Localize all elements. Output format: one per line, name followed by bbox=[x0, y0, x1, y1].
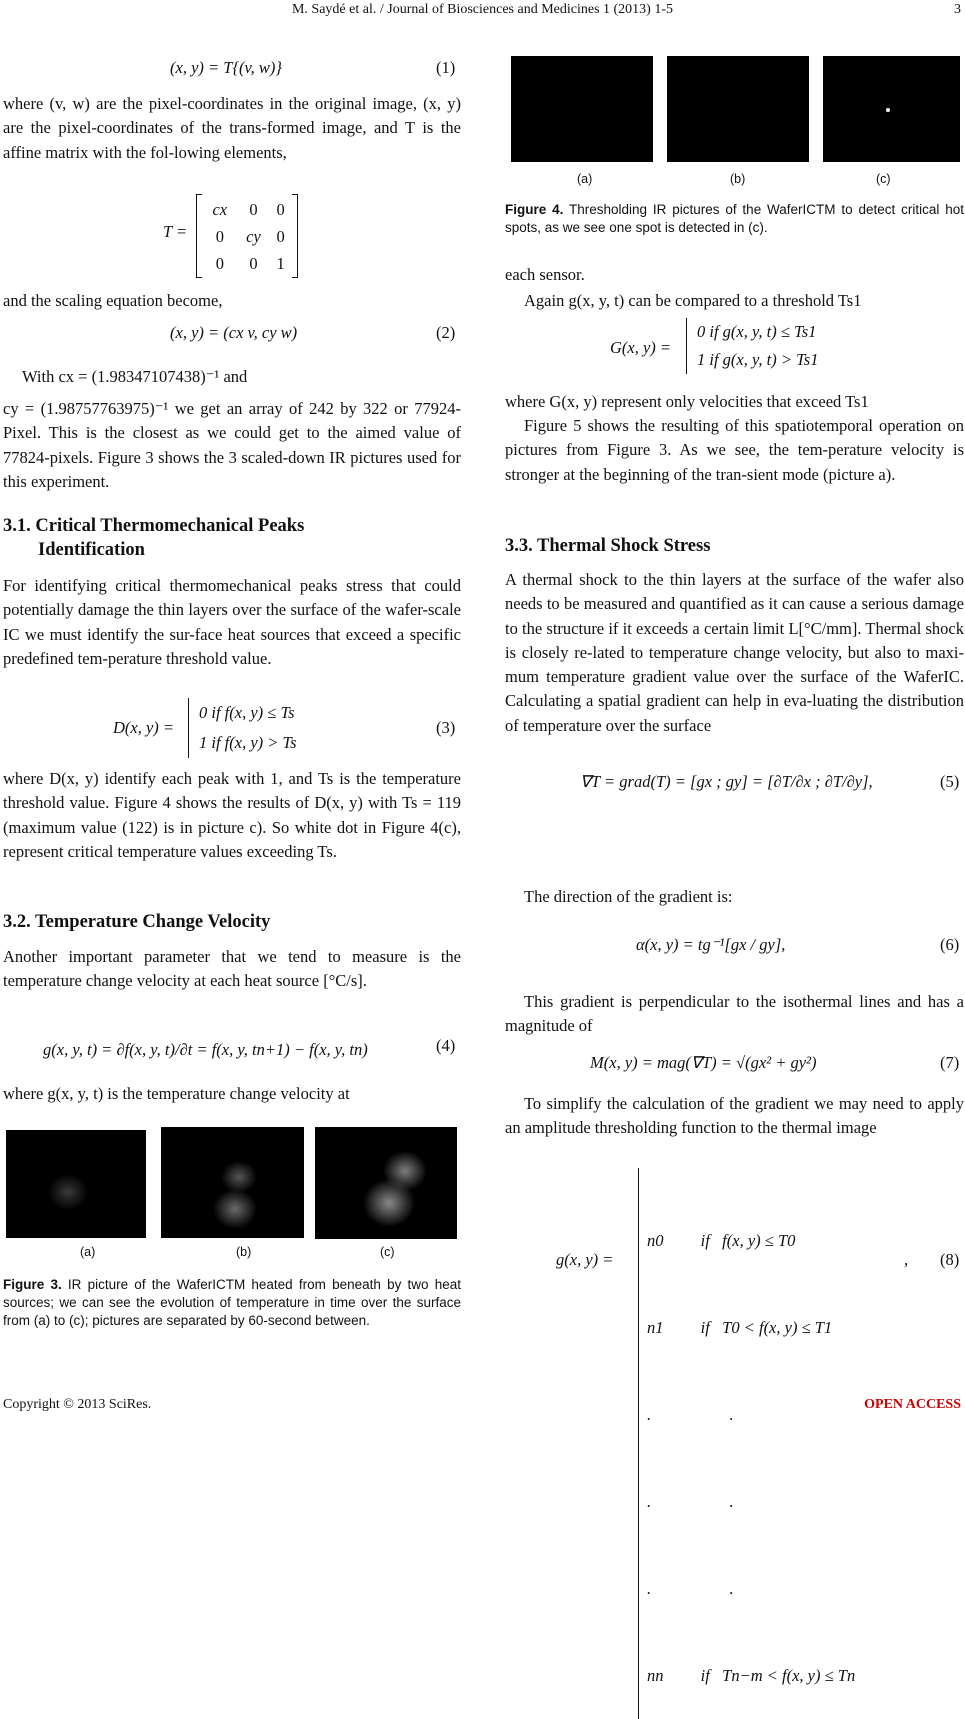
figure-4b-label: (b) bbox=[730, 172, 746, 186]
equation-g-cases bbox=[686, 318, 818, 374]
paragraph-simplify: To simplify the calculation of the gradient we may need to apply an amplitude thresholding function to the thermal image bbox=[505, 1094, 964, 1138]
paragraph-thermal-shock: A thermal shock to the thin layers at the surface of the wafer also needs to be measured and quantified as it can cause a serious damage to the structure if it exceeds a certain limit L[°C/mm]. Thermal shock is closely re-lated to temperature change velocity, but also to maxi-mum temperature gradient value over the surface of the WaferIC. Calculating a spatial gradient can help in eva-luating the distribution of temperature over the surface bbox=[505, 570, 964, 735]
figure-3b-label: (b) bbox=[236, 1245, 252, 1259]
equation-8-case: . . bbox=[647, 1579, 734, 1598]
equation-6: α(x, y) = tg⁻¹[gx / gy], bbox=[636, 935, 786, 954]
equation-3-case-1: 0 if f(x, y) ≤ Ts bbox=[199, 703, 295, 722]
paragraph-gradient-direction: The direction of the gradient is: bbox=[524, 887, 733, 906]
paragraph-g-velocities: where G(x, y) represent only velocities that exceed Ts1 bbox=[505, 392, 869, 411]
matrix-cell: 0 bbox=[215, 226, 224, 246]
equation-2-number: (2) bbox=[436, 323, 456, 342]
matrix-cell: cy bbox=[246, 226, 261, 246]
equation-g-case-2: 1 if g(x, y, t) > Ts1 bbox=[697, 350, 819, 369]
figure-4c-label: (c) bbox=[876, 172, 891, 186]
figure-3a-image bbox=[6, 1130, 146, 1238]
equation-8-case: n1 if T0 < f(x, y) ≤ T1 bbox=[647, 1318, 833, 1337]
equation-8-number: (8) bbox=[940, 1250, 960, 1269]
equation-5-number: (5) bbox=[940, 772, 960, 791]
running-header: M. Saydé et al. / Journal of Biosciences and Medicines 1 (2013) 1-5 bbox=[291, 2, 674, 17]
equation-3-case-2: 1 if f(x, y) > Ts bbox=[199, 733, 297, 752]
figure-3b-image bbox=[161, 1127, 304, 1238]
matrix-cell: 0 bbox=[276, 226, 285, 246]
paragraph-figure-5: Figure 5 shows the resulting of this spatiotemporal operation on pictures from Figure 3. As we see, the tem-perature velocity is stronger at the beginning of the tran-sient mode (picture a). bbox=[505, 416, 964, 484]
figure-3-caption-text: IR picture of the WaferICTM heated from beneath by two heat sources; we can see the evolution of temperature in time over the surface from (a) to (c); pictures are separated by 60-second between. bbox=[3, 1277, 461, 1328]
matrix-cell: 1 bbox=[276, 253, 285, 273]
section-3-2-title: 3.2. Temperature Change Velocity bbox=[3, 912, 271, 932]
figure-3c-label: (c) bbox=[380, 1245, 395, 1259]
paragraph-cy: cy = (1.98757763975)⁻¹ we get an array of 242 by 322 or 77924-Pixel. This is the closest as we could get to the aimed value of 77824-pixels. Figure 3 shows the 3 scaled-down IR pictures used for this experiment. bbox=[3, 399, 461, 491]
page-number: 3 bbox=[954, 2, 961, 17]
copyright-footer: Copyright © 2013 SciRes. bbox=[3, 1397, 152, 1412]
equation-8-case: . . bbox=[647, 1492, 734, 1511]
figure-4-caption-label: Figure 4. bbox=[505, 202, 564, 217]
paragraph-cx: With cx = (1.98347107438)⁻¹ and bbox=[22, 367, 248, 386]
matrix-cell: cx bbox=[212, 199, 228, 219]
paragraph-affine-intro: where (v, w) are the pixel-coordinates in the original image, (x, y) are the pixel-coordinates of the trans-formed image, and T is the affine matrix with the fol-lowing elements, bbox=[3, 94, 461, 162]
matrix-cell: 0 bbox=[249, 253, 258, 273]
figure-4-caption bbox=[505, 201, 964, 237]
equation-4: g(x, y, t) = ∂f(x, y, t)/∂t = f(x, y, tn+1) − f(x, y, tn) bbox=[43, 1040, 368, 1059]
figure-3-caption bbox=[3, 1276, 461, 1330]
equation-8-case: . . bbox=[647, 1405, 734, 1424]
equation-8-comma: , bbox=[904, 1250, 909, 1269]
figure-4a-label: (a) bbox=[577, 172, 593, 186]
equation-2: (x, y) = (cx v, cy w) bbox=[170, 323, 298, 342]
paragraph-velocity: Another important parameter that we tend to measure is the temperature change velocity at each heat source [°C/s]. bbox=[3, 947, 461, 991]
open-access-label: OPEN ACCESS bbox=[864, 1397, 961, 1412]
paragraph-threshold-results: where D(x, y) identify each peak with 1, and Ts is the temperature threshold value. Figure 4 shows the results of D(x, y) with Ts = 119 (maximum value (122) is in picture c). So white dot in Figure 4(c), represent critical temperature values exceeding Ts. bbox=[3, 769, 461, 861]
equation-6-number: (6) bbox=[940, 935, 960, 954]
equation-g-lhs: G(x, y) = bbox=[610, 338, 672, 357]
matrix-table bbox=[203, 196, 291, 277]
paragraph-scaling: and the scaling equation become, bbox=[3, 291, 223, 310]
equation-7-number: (7) bbox=[940, 1053, 960, 1072]
equation-8-case: nn if Tn−m < f(x, y) ≤ Tn bbox=[647, 1666, 856, 1685]
figure-4c-image bbox=[823, 56, 960, 162]
equation-1-number: (1) bbox=[436, 58, 456, 77]
equation-7: M(x, y) = mag(∇T) = √(gx² + gy²) bbox=[590, 1053, 817, 1072]
matrix-cell: 0 bbox=[215, 253, 224, 273]
figure-3a-label: (a) bbox=[80, 1245, 96, 1259]
matrix-cell: 0 bbox=[276, 199, 285, 219]
equation-5: ∇T = grad(T) = [gx ; gy] = [∂T/∂x ; ∂T/∂y], bbox=[580, 772, 873, 791]
equation-3-cases bbox=[188, 698, 297, 758]
equation-1: (x, y) = T{(v, w)} bbox=[170, 58, 282, 77]
affine-matrix bbox=[196, 194, 298, 278]
section-3-1-title-line2: Identification bbox=[38, 540, 145, 560]
section-3-3-title: 3.3. Thermal Shock Stress bbox=[505, 536, 711, 556]
paragraph-g-definition: where g(x, y, t) is the temperature change velocity at bbox=[3, 1084, 350, 1103]
paragraph-each-sensor: each sensor. bbox=[505, 265, 585, 284]
matrix-lhs: T = bbox=[163, 222, 188, 241]
paragraph-again: Again g(x, y, t) can be compared to a threshold Ts1 bbox=[524, 291, 862, 310]
equation-3-lhs: D(x, y) = bbox=[113, 718, 175, 737]
figure-4-caption-text: Thresholding IR pictures of the WaferICTM to detect critical hot spots, as we see one spot is detected in (c). bbox=[505, 202, 964, 235]
equation-3-number: (3) bbox=[436, 718, 456, 737]
paragraph-peaks: For identifying critical thermomechanical peaks stress that could potentially damage the thin layers over the surface of the wafer-scale IC we must identify the sur-face heat sources that exceed a specific predefined tem-perature threshold value. bbox=[3, 576, 461, 668]
equation-8-case: n0 if f(x, y) ≤ T0 bbox=[647, 1231, 796, 1250]
matrix-cell: 0 bbox=[249, 199, 258, 219]
equation-4-number: (4) bbox=[436, 1036, 456, 1055]
figure-4b-image bbox=[667, 56, 809, 162]
equation-8-lhs: g(x, y) = bbox=[556, 1250, 614, 1269]
equation-8-cases bbox=[638, 1168, 855, 1719]
figure-3c-image bbox=[315, 1127, 457, 1239]
figure-3-caption-label: Figure 3. bbox=[3, 1277, 62, 1292]
section-3-1-title-line1: 3.1. Critical Thermomechanical Peaks bbox=[3, 516, 305, 536]
paragraph-magnitude: This gradient is perpendicular to the isothermal lines and has a magnitude of bbox=[505, 992, 964, 1036]
hot-spot-dot bbox=[886, 108, 890, 112]
equation-g-case-1: 0 if g(x, y, t) ≤ Ts1 bbox=[697, 322, 817, 341]
figure-4a-image bbox=[511, 56, 653, 162]
